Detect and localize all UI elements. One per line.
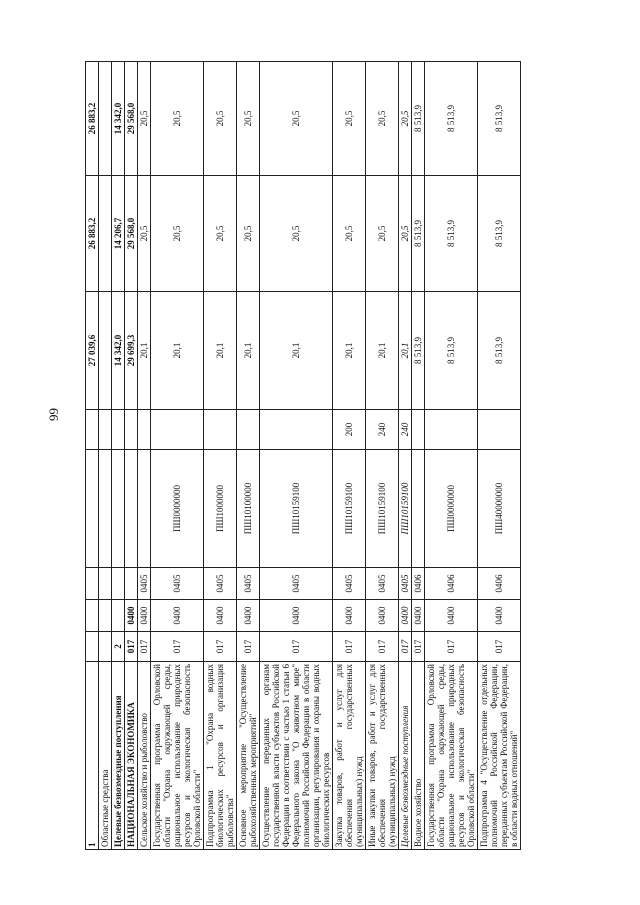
cell-subsection (99, 568, 112, 600)
cell-sum-2022: 20,5 (237, 176, 260, 292)
cell-sum-2021: 8 513,9 (412, 292, 425, 410)
cell-expense-type (478, 410, 521, 450)
cell-sum-2023 (99, 62, 112, 176)
cell-sum-2022: 20,5 (366, 176, 399, 292)
cell-sum-2022: 8 513,9 (478, 176, 521, 292)
cell-ministry: 017 (125, 632, 138, 662)
cell-name: Водное хозяйство (412, 662, 425, 850)
cell-expense-type: 200 (333, 410, 366, 450)
cell-target-article: ПШ0000000 (151, 450, 204, 568)
cell-subsection (125, 568, 138, 600)
cell-name: Областные средства (99, 662, 112, 850)
cell-sum-2022: 8 513,9 (425, 176, 478, 292)
cell-name: Государственная программа Орловской области "Охрана окружающей среды, рациональное использование природных ресурсов и экологическая безопасность Орловской области" (151, 662, 204, 850)
cell-expense-type (138, 410, 151, 450)
table-row (138, 62, 151, 850)
cell-subsection: 0406 (425, 568, 478, 600)
cell-sum-2021: 20,1 (399, 292, 412, 410)
cell-subsection: 0405 (333, 568, 366, 600)
cell-name: Подпрограмма 1 "Охрана водных биологических ресурсов и организация рыболовства" (204, 662, 237, 850)
cell-sum-2022: 20,5 (399, 176, 412, 292)
cell-expense-type (260, 410, 333, 450)
cell-sum-2023: 20,5 (237, 62, 260, 176)
cell-expense-type (151, 410, 204, 450)
cell-name: Осуществление переданных органам государственной власти субъектов Российской Федерации в соответствии с частью 1 статьи 6 Федерального закона "О животном мире" полномочий Российской Федерации в области организации, регулирования и охраны водных биологических ресурсов (260, 662, 333, 850)
cell-section: 0400 (260, 600, 333, 632)
cell-target-article (138, 450, 151, 568)
cell-subsection: 0405 (399, 568, 412, 600)
cell-target-article: ПШ1000000 (204, 450, 237, 568)
table-row (366, 62, 399, 850)
table-row (112, 62, 125, 850)
cell-section: 0400 (204, 600, 237, 632)
cell-target-article (86, 450, 99, 568)
table-row (204, 62, 237, 850)
cell-subsection (86, 568, 99, 600)
cell-subsection: 0406 (412, 568, 425, 600)
cell-expense-type (204, 410, 237, 450)
table-row (425, 62, 478, 850)
cell-sum-2023: 20,5 (204, 62, 237, 176)
budget-table (85, 61, 521, 850)
cell-sum-2023: 20,5 (366, 62, 399, 176)
table-row (412, 62, 425, 850)
cell-sum-2021: 8 513,9 (425, 292, 478, 410)
cell-section (86, 600, 99, 632)
cell-sum-2021: 20,1 (151, 292, 204, 410)
cell-sum-2022: 26 883,2 (86, 176, 99, 292)
cell-sum-2023: 29 568,0 (125, 62, 138, 176)
cell-expense-type (112, 410, 125, 450)
cell-sum-2023: 20,5 (138, 62, 151, 176)
cell-expense-type (412, 410, 425, 450)
cell-expense-type (425, 410, 478, 450)
cell-sum-2023: 20,5 (333, 62, 366, 176)
cell-target-article: ПШ10159100 (260, 450, 333, 568)
cell-sum-2023: 20,5 (151, 62, 204, 176)
cell-section (99, 600, 112, 632)
cell-subsection: 0405 (260, 568, 333, 600)
cell-ministry: 017 (478, 632, 521, 662)
cell-name: Целевые безвозмездные поступления (399, 662, 412, 850)
cell-target-article (112, 450, 125, 568)
page-number: 99 (46, 408, 61, 421)
cell-sum-2023: 20,5 (399, 62, 412, 176)
cell-expense-type: 240 (399, 410, 412, 450)
cell-section: 0400 (125, 600, 138, 632)
cell-section: 0400 (412, 600, 425, 632)
cell-target-article: ПШ10159100 (366, 450, 399, 568)
cell-name: Сельское хозяйство и рыболовство (138, 662, 151, 850)
cell-section: 0400 (237, 600, 260, 632)
cell-name: Закупка товаров, работ и услуг для обеспечения государственных (муниципальных) нужд (333, 662, 366, 850)
cell-ministry: 017 (138, 632, 151, 662)
cell-target-article: ПШ0000000 (425, 450, 478, 568)
cell-section: 0400 (366, 600, 399, 632)
cell-ministry: 017 (366, 632, 399, 662)
cell-ministry: 017 (399, 632, 412, 662)
cell-subsection: 0405 (366, 568, 399, 600)
cell-section: 0400 (425, 600, 478, 632)
cell-name: НАЦИОНАЛЬНАЯ ЭКОНОМИКА (125, 662, 138, 850)
table-row (478, 62, 521, 850)
cell-ministry: 017 (425, 632, 478, 662)
table-row (260, 62, 333, 850)
cell-sum-2021: 14 342,0 (112, 292, 125, 410)
table-row (399, 62, 412, 850)
cell-name: Государственная программа Орловской области "Охрана окружающей среды, рациональное использование природных ресурсов и экологическая безопасность Орловской области" (425, 662, 478, 850)
cell-sum-2021: 8 513,9 (478, 292, 521, 410)
cell-sum-2023: 26 883,2 (86, 62, 99, 176)
rotated-table-wrapper (85, 62, 549, 850)
table-row (151, 62, 204, 850)
cell-target-article (99, 450, 112, 568)
cell-sum-2021: 20,1 (333, 292, 366, 410)
cell-sum-2021: 20,1 (366, 292, 399, 410)
cell-section: 0400 (151, 600, 204, 632)
cell-sum-2023: 20,5 (260, 62, 333, 176)
cell-expense-type (86, 410, 99, 450)
cell-sum-2022: 20,5 (204, 176, 237, 292)
cell-ministry: 017 (237, 632, 260, 662)
table-row (237, 62, 260, 850)
cell-target-article: ПШ10159100 (333, 450, 366, 568)
table-row (99, 62, 112, 850)
cell-target-article (412, 450, 425, 568)
cell-sum-2021 (99, 292, 112, 410)
cell-sum-2021: 20,1 (138, 292, 151, 410)
cell-subsection: 0405 (138, 568, 151, 600)
cell-sum-2022: 20,5 (138, 176, 151, 292)
cell-name: Основное мероприятие "Осуществление рыбохозяйственных мероприятий" (237, 662, 260, 850)
cell-target-article: ПШ10159100 (399, 450, 412, 568)
cell-section: 0400 (333, 600, 366, 632)
cell-sum-2022: 29 568,0 (125, 176, 138, 292)
cell-sum-2022 (99, 176, 112, 292)
cell-expense-type (99, 410, 112, 450)
cell-section (112, 600, 125, 632)
cell-ministry: 017 (333, 632, 366, 662)
cell-target-article: ПШ40000000 (478, 450, 521, 568)
cell-section: 0400 (478, 600, 521, 632)
cell-target-article (125, 450, 138, 568)
cell-expense-type (237, 410, 260, 450)
cell-subsection: 0405 (237, 568, 260, 600)
cell-sum-2022: 20,5 (333, 176, 366, 292)
cell-sum-2023: 8 513,9 (425, 62, 478, 176)
cell-target-article: ПШ10100000 (237, 450, 260, 568)
cell-sum-2021: 27 039,6 (86, 292, 99, 410)
cell-sum-2023: 8 513,9 (478, 62, 521, 176)
cell-sum-2022: 20,5 (260, 176, 333, 292)
cell-sum-2021: 29 699,3 (125, 292, 138, 410)
cell-subsection: 0405 (204, 568, 237, 600)
cell-ministry (99, 632, 112, 662)
cell-ministry: 017 (204, 632, 237, 662)
cell-sum-2022: 8 513,9 (412, 176, 425, 292)
cell-name: Подпрограмма 4 "Осуществление отдельных полномочий Российской Федерации, переданных субъектам Российской Федерации, в области водных отношений" (478, 662, 521, 850)
cell-ministry: 017 (151, 632, 204, 662)
cell-ministry (86, 632, 99, 662)
cell-name: Целевые безвозмездные поступления (112, 662, 125, 850)
cell-sum-2023: 8 513,9 (412, 62, 425, 176)
table-row (125, 62, 138, 850)
cell-sum-2021: 20,1 (204, 292, 237, 410)
cell-name: Иные закупки товаров, работ и услуг для обеспечения государственных (муниципальных) нужд (366, 662, 399, 850)
cell-section: 0400 (399, 600, 412, 632)
cell-expense-type (125, 410, 138, 450)
cell-sum-2021: 20,1 (237, 292, 260, 410)
table-body (86, 62, 521, 850)
cell-expense-type: 240 (366, 410, 399, 450)
cell-ministry: 017 (260, 632, 333, 662)
cell-sum-2023: 14 342,0 (112, 62, 125, 176)
cell-ministry: 017 (412, 632, 425, 662)
cell-sum-2021: 20,1 (260, 292, 333, 410)
cell-sum-2022: 20,5 (151, 176, 204, 292)
cell-sum-2022: 14 206,7 (112, 176, 125, 292)
cell-subsection: 0405 (151, 568, 204, 600)
cell-name: 1 (86, 662, 99, 850)
cell-subsection: 0406 (478, 568, 521, 600)
cell-ministry: 2 (112, 632, 125, 662)
cell-subsection (112, 568, 125, 600)
table-row (333, 62, 366, 850)
cell-section: 0400 (138, 600, 151, 632)
header-total-row (86, 62, 99, 850)
